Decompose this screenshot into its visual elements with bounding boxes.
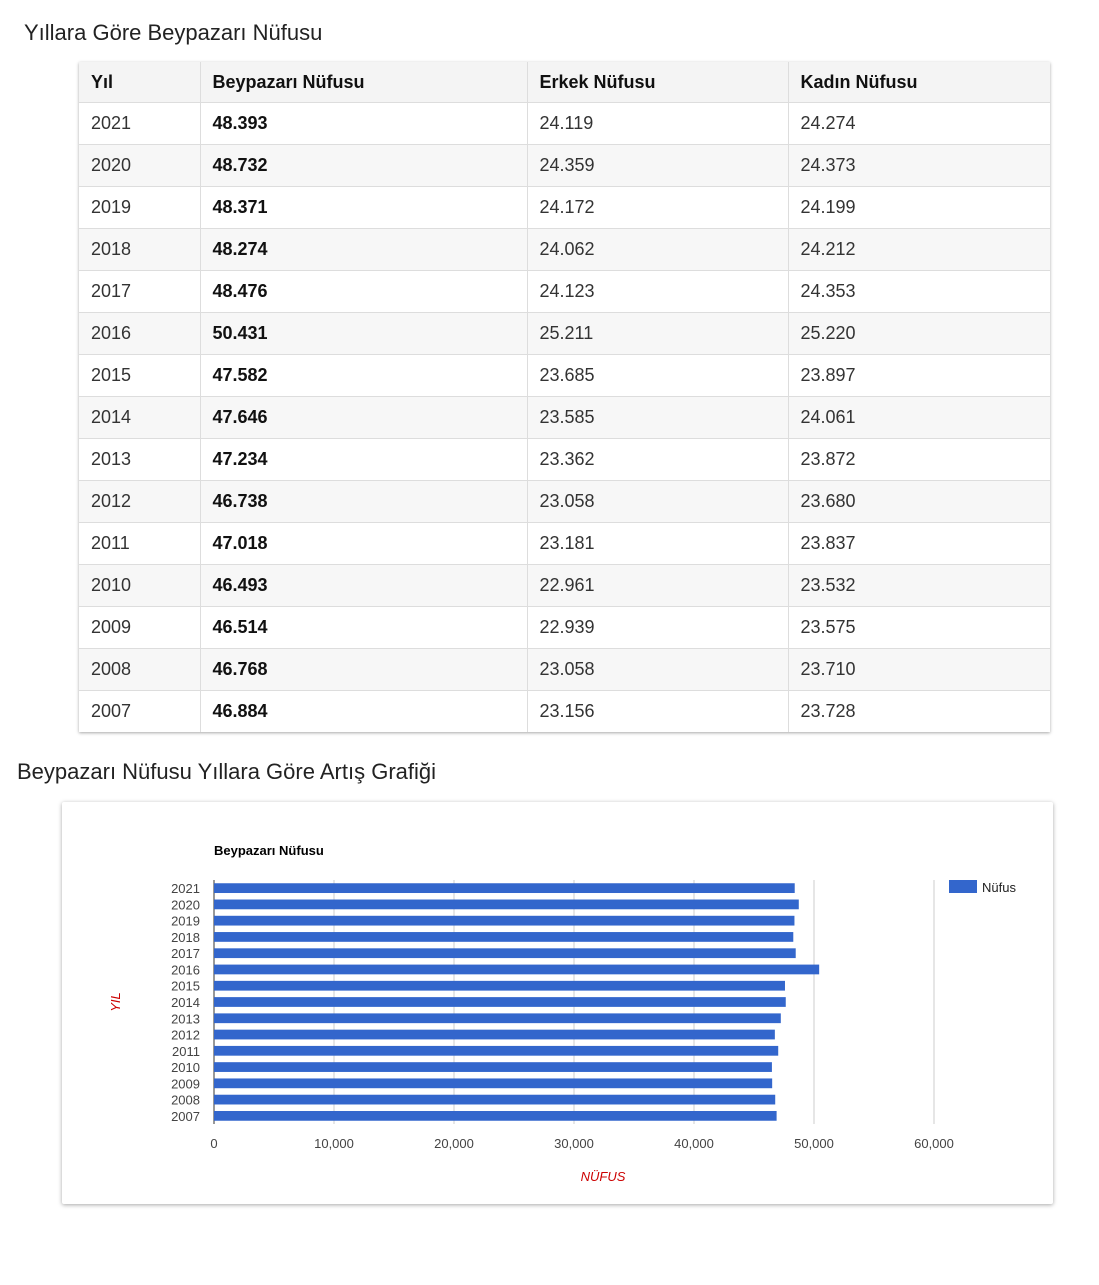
y-tick-label: 2012: [171, 1027, 200, 1043]
chart-title: Beypazarı Nüfusu: [214, 843, 324, 858]
cell-population: 47.582: [200, 355, 527, 397]
cell-year: 2008: [79, 649, 200, 691]
table-row: [79, 607, 1050, 649]
table-row: [79, 313, 1050, 355]
x-axis-label: NÜFUS: [580, 1169, 626, 1184]
x-tick-label: 50,000: [794, 1136, 834, 1151]
cell-female: 23.680: [788, 481, 1050, 523]
cell-year: 2013: [79, 439, 200, 481]
cell-population: 46.514: [200, 607, 527, 649]
cell-male: 23.585: [527, 397, 788, 439]
y-tick-label: 2008: [171, 1092, 200, 1108]
bar: [214, 1095, 775, 1105]
bar: [214, 883, 795, 893]
y-axis-label: YIL: [108, 992, 123, 1012]
x-tick-label: 60,000: [914, 1136, 954, 1151]
bar: [214, 1046, 778, 1056]
y-tick-label: 2020: [171, 897, 200, 913]
cell-female: 23.710: [788, 649, 1050, 691]
cell-population: 48.732: [200, 145, 527, 187]
bar: [214, 997, 786, 1007]
population-table: [79, 62, 1050, 732]
table-row: [79, 145, 1050, 187]
cell-year: 2020: [79, 145, 200, 187]
y-tick-label: 2019: [171, 913, 200, 929]
table-row: [79, 691, 1050, 733]
y-tick-label: 2021: [171, 881, 200, 897]
bar: [214, 1013, 781, 1023]
header-year: Yıl: [79, 62, 200, 103]
cell-female: 23.575: [788, 607, 1050, 649]
cell-female: 24.353: [788, 271, 1050, 313]
table-row: [79, 103, 1050, 145]
cell-year: 2014: [79, 397, 200, 439]
population-chart-card: [62, 802, 1053, 1204]
cell-male: 24.062: [527, 229, 788, 271]
x-tick-label: 0: [210, 1136, 218, 1151]
chart-heading: Beypazarı Nüfusu Yıllara Göre Artış Grafiği: [17, 759, 436, 784]
table-row: [79, 565, 1050, 607]
cell-population: 46.884: [200, 691, 527, 733]
cell-female: 25.220: [788, 313, 1050, 355]
table-row: [79, 481, 1050, 523]
y-tick-label: 2007: [171, 1108, 200, 1124]
bar: [214, 981, 785, 991]
bar: [214, 948, 796, 958]
cell-year: 2015: [79, 355, 200, 397]
legend-swatch: [949, 880, 977, 893]
table-row: [79, 271, 1050, 313]
table-row: [79, 649, 1050, 691]
bar: [214, 916, 794, 926]
x-tick-label: 20,000: [434, 1136, 474, 1151]
y-tick-label: 2016: [171, 962, 200, 978]
y-tick-label: 2010: [171, 1060, 200, 1076]
header-male: Erkek Nüfusu: [527, 62, 788, 103]
cell-male: 24.359: [527, 145, 788, 187]
y-tick-label: 2018: [171, 929, 200, 945]
cell-year: 2011: [79, 523, 200, 565]
cell-female: 24.199: [788, 187, 1050, 229]
table-heading: Yıllara Göre Beypazarı Nüfusu: [24, 20, 323, 45]
table-row: [79, 397, 1050, 439]
cell-year: 2021: [79, 103, 200, 145]
cell-year: 2012: [79, 481, 200, 523]
cell-population: 46.493: [200, 565, 527, 607]
cell-population: 47.234: [200, 439, 527, 481]
table-row: [79, 523, 1050, 565]
y-tick-label: 2009: [171, 1076, 200, 1092]
x-tick-label: 30,000: [554, 1136, 594, 1151]
cell-population: 48.274: [200, 229, 527, 271]
cell-year: 2016: [79, 313, 200, 355]
header-female: Kadın Nüfusu: [788, 62, 1050, 103]
cell-female: 23.897: [788, 355, 1050, 397]
x-tick-label: 10,000: [314, 1136, 354, 1151]
cell-male: 24.172: [527, 187, 788, 229]
bar: [214, 900, 799, 910]
cell-male: 24.119: [527, 103, 788, 145]
cell-population: 48.371: [200, 187, 527, 229]
table-row: [79, 439, 1050, 481]
bar: [214, 1111, 777, 1121]
cell-female: 24.061: [788, 397, 1050, 439]
cell-population: 46.738: [200, 481, 527, 523]
population-bar-chart: [62, 802, 1053, 1204]
y-tick-label: 2015: [171, 978, 200, 994]
cell-population: 48.393: [200, 103, 527, 145]
table-row: [79, 187, 1050, 229]
table-header-row: [79, 62, 1050, 103]
cell-male: 23.058: [527, 649, 788, 691]
cell-male: 23.181: [527, 523, 788, 565]
bar: [214, 1030, 775, 1040]
cell-male: 23.058: [527, 481, 788, 523]
cell-male: 24.123: [527, 271, 788, 313]
cell-population: 46.768: [200, 649, 527, 691]
cell-male: 23.362: [527, 439, 788, 481]
cell-population: 47.018: [200, 523, 527, 565]
cell-year: 2019: [79, 187, 200, 229]
cell-male: 22.961: [527, 565, 788, 607]
cell-population: 50.431: [200, 313, 527, 355]
cell-female: 23.837: [788, 523, 1050, 565]
cell-female: 24.274: [788, 103, 1050, 145]
y-tick-label: 2011: [172, 1043, 200, 1059]
cell-year: 2017: [79, 271, 200, 313]
bar: [214, 965, 819, 975]
x-tick-label: 40,000: [674, 1136, 714, 1151]
cell-population: 48.476: [200, 271, 527, 313]
cell-female: 23.728: [788, 691, 1050, 733]
cell-male: 23.156: [527, 691, 788, 733]
cell-male: 22.939: [527, 607, 788, 649]
table-row: [79, 229, 1050, 271]
bar: [214, 1062, 772, 1072]
cell-female: 23.532: [788, 565, 1050, 607]
cell-year: 2009: [79, 607, 200, 649]
y-tick-label: 2014: [171, 995, 200, 1010]
cell-year: 2007: [79, 691, 200, 733]
bar: [214, 1078, 772, 1088]
cell-year: 2018: [79, 229, 200, 271]
cell-year: 2010: [79, 565, 200, 607]
header-population: Beypazarı Nüfusu: [200, 62, 527, 103]
table-row: [79, 355, 1050, 397]
y-tick-label: 2017: [171, 946, 200, 962]
cell-population: 47.646: [200, 397, 527, 439]
cell-female: 24.212: [788, 229, 1050, 271]
cell-female: 24.373: [788, 145, 1050, 187]
bar: [214, 932, 793, 942]
cell-female: 23.872: [788, 439, 1050, 481]
legend-label: Nüfus: [982, 880, 1016, 895]
cell-male: 23.685: [527, 355, 788, 397]
cell-male: 25.211: [527, 313, 788, 355]
y-tick-label: 2013: [171, 1011, 200, 1027]
